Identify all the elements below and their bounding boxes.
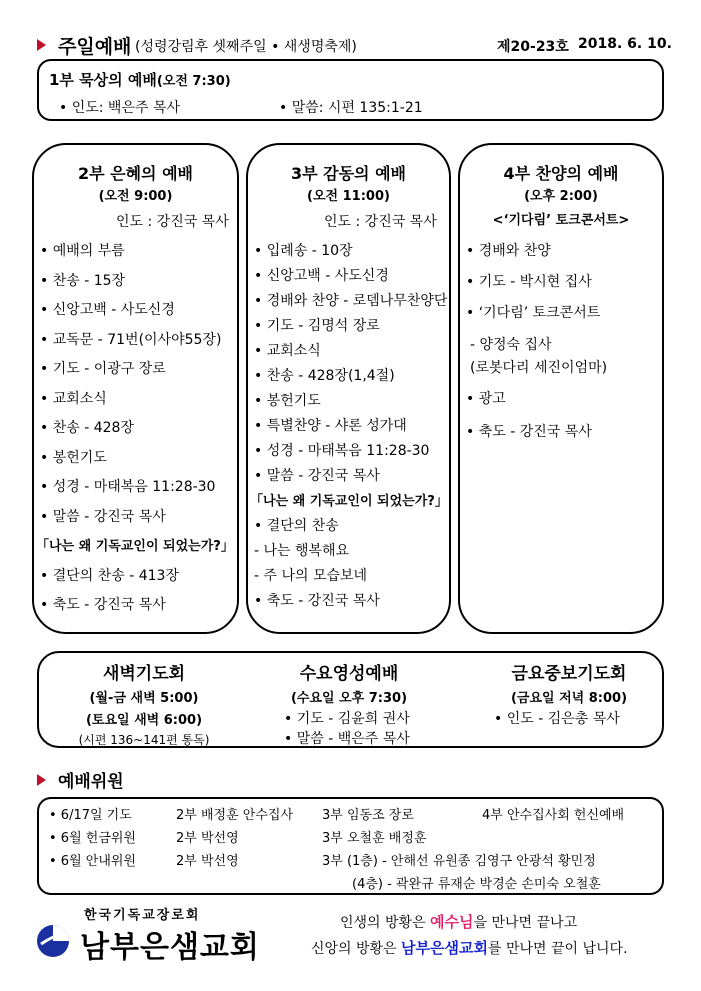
slogan1-c: 을 만나면 끝나고	[473, 915, 578, 931]
service2-box	[32, 143, 239, 634]
order-item: 「나는 왜 기독교인이 되었는가?」	[36, 539, 234, 554]
slogan2-a: 신앙의 방황은	[311, 941, 402, 957]
order-item: - 나는 행복해요	[254, 543, 350, 559]
service3-leader: 인도 : 강진국 목사	[324, 214, 437, 230]
slogan1-a: 인생의 방황은	[340, 915, 431, 931]
service4-box	[458, 143, 664, 634]
order-item: • 입례송 - 10장	[254, 243, 353, 259]
order-item: - 주 나의 모습보네	[254, 568, 368, 584]
order-item: • 결단의 찬송	[254, 518, 339, 534]
order-item: • ‘기다림’ 토크콘서트	[466, 305, 601, 321]
order-item: • 기도 - 이광구 장로	[40, 361, 166, 377]
service1-title: 1부 묵상의 예배	[49, 71, 157, 89]
order-item: • 축도 - 강진국 목사	[466, 424, 592, 440]
committee-cell: 3부 오철훈 배정훈	[322, 831, 427, 846]
service2-time: (오전 9:00)	[98, 189, 173, 204]
order-item: • 말씀 - 강진국 목사	[40, 508, 166, 525]
service1-time: (오전 7:30)	[156, 74, 231, 89]
order-item: • 찬송 - 428장(1,4절)	[254, 368, 395, 384]
committee-cell: • 6/17일 기도	[49, 808, 132, 823]
weekday-box	[37, 651, 664, 748]
page-subtitle: (성령강림후 셋째주일 • 새생명축제)	[135, 39, 357, 55]
church-logo-icon	[36, 924, 70, 958]
order-item: • 기도 - 박시현 집사	[466, 274, 592, 290]
order-item: • 교회소식	[40, 390, 107, 407]
service4-title: 4부 찬양의 예배	[503, 164, 619, 183]
order-item: • 특별찬양 - 샤론 성가대	[254, 418, 407, 434]
slogan-line1	[340, 911, 577, 932]
order-item: • 성경 - 마태복음 11:28-30	[40, 479, 216, 495]
service2-title: 2부 은혜의 예배	[77, 164, 193, 183]
header-arrow-icon	[37, 39, 46, 51]
fri-line2: • 인도 - 김은총 목사	[494, 711, 620, 727]
church-name: 남부은샘교회	[80, 930, 260, 965]
committee-cell: 2부 배정훈 안수집사	[176, 808, 293, 823]
order-item: • 경배와 찬양	[466, 243, 551, 259]
service1-sermon: • 말씀: 시편 135:1-21	[279, 100, 423, 116]
order-item: - 양정숙 집사	[470, 337, 552, 353]
order-item: • 봉헌기도	[254, 393, 321, 409]
order-item: • 예배의 부름	[40, 243, 125, 259]
order-item: • 찬송 - 15장	[40, 272, 126, 289]
dawn-line1: (월-금 새벽 5:00)	[89, 691, 199, 706]
service3-box	[246, 143, 451, 634]
order-item: • 축도 - 강진국 목사	[254, 593, 380, 609]
committee-cell: 3부 (1층) - 안해선 유원종 김영구 안광석 황민정	[322, 854, 596, 869]
service1-leader: • 인도: 백은주 목사	[59, 100, 180, 116]
order-item: • 경배와 찬양 - 로뎀나무찬양단	[254, 293, 448, 309]
order-item: (로봇다리 세진이엄마)	[470, 360, 608, 376]
service1-box	[37, 59, 664, 121]
service2-leader: 인도 : 강진국 목사	[116, 214, 229, 230]
order-item: • 성경 - 마태복음 11:28-30	[254, 443, 430, 459]
order-item: • 신앙고백 - 사도신경	[40, 302, 175, 318]
order-item: • 신앙고백 - 사도신경	[254, 268, 389, 284]
committee-cell: (4층) - 곽완규 류재순 박경순 손미숙 오철훈	[352, 877, 601, 892]
committee-cell: • 6월 헌금위원	[49, 831, 136, 846]
dawn-title: 새벽기도회	[102, 664, 186, 684]
committee-cell: 2부 박선영	[176, 854, 239, 869]
service1-heading	[49, 69, 231, 90]
service3-title: 3부 감동의 예배	[290, 164, 406, 183]
slogan-line2	[311, 937, 628, 958]
committee-cell: 3부 임동조 장로	[322, 808, 414, 823]
committee-arrow-icon	[37, 774, 46, 786]
service4-time: (오후 2:00)	[524, 189, 598, 204]
order-item: • 말씀 - 강진국 목사	[254, 468, 380, 484]
wed-title: 수요영성예배	[299, 664, 399, 684]
fri-title: 금요중보기도회	[511, 664, 627, 684]
slogan1-b: 예수님	[430, 913, 474, 931]
fri-line1: (금요일 저녁 8:00)	[510, 691, 628, 706]
order-item: • 교독문 - 71번(이사야55장)	[40, 331, 222, 348]
order-item: 「나는 왜 기독교인이 되었는가?」	[250, 494, 448, 509]
slogan2-c: 를 만나면 끝이 납니다.	[488, 941, 628, 957]
wed-line3: • 말씀 - 백은주 목사	[284, 731, 410, 747]
order-item: • 결단의 찬송 - 413장	[40, 567, 179, 584]
dawn-line3: (시편 136~141편 통독)	[78, 733, 210, 747]
order-item: • 교회소식	[254, 343, 321, 359]
issue-date: 2018. 6. 10.	[578, 36, 672, 52]
committee-box	[37, 797, 664, 895]
committee-cell: 2부 박선영	[176, 831, 239, 846]
order-item: • 축도 - 강진국 목사	[40, 597, 166, 613]
slogan2-b: 남부은샘교회	[401, 939, 488, 957]
denomination-name: 한국기독교장로회	[84, 908, 201, 923]
wed-line1: (수요일 오후 7:30)	[290, 691, 408, 706]
order-item: • 봉헌기도	[40, 449, 107, 466]
issue-number: 제20-23호	[497, 39, 569, 55]
service3-time: (오전 11:00)	[307, 189, 390, 204]
committee-cell: 4부 안수집사회 헌신예배	[482, 808, 625, 823]
service4-event: <‘기다림’ 토크콘서트>	[492, 213, 630, 228]
committee-title: 예배위원	[58, 772, 124, 792]
page-title: 주일예배	[58, 36, 132, 58]
dawn-line2: (토요일 새벽 6:00)	[85, 713, 203, 728]
committee-cell: • 6월 안내위원	[49, 854, 136, 869]
order-item: • 찬송 - 428장	[40, 420, 134, 436]
order-item: • 기도 - 김명석 장로	[254, 318, 380, 334]
order-item: • 광고	[466, 391, 506, 407]
wed-line2: • 기도 - 김윤희 권사	[284, 711, 410, 727]
